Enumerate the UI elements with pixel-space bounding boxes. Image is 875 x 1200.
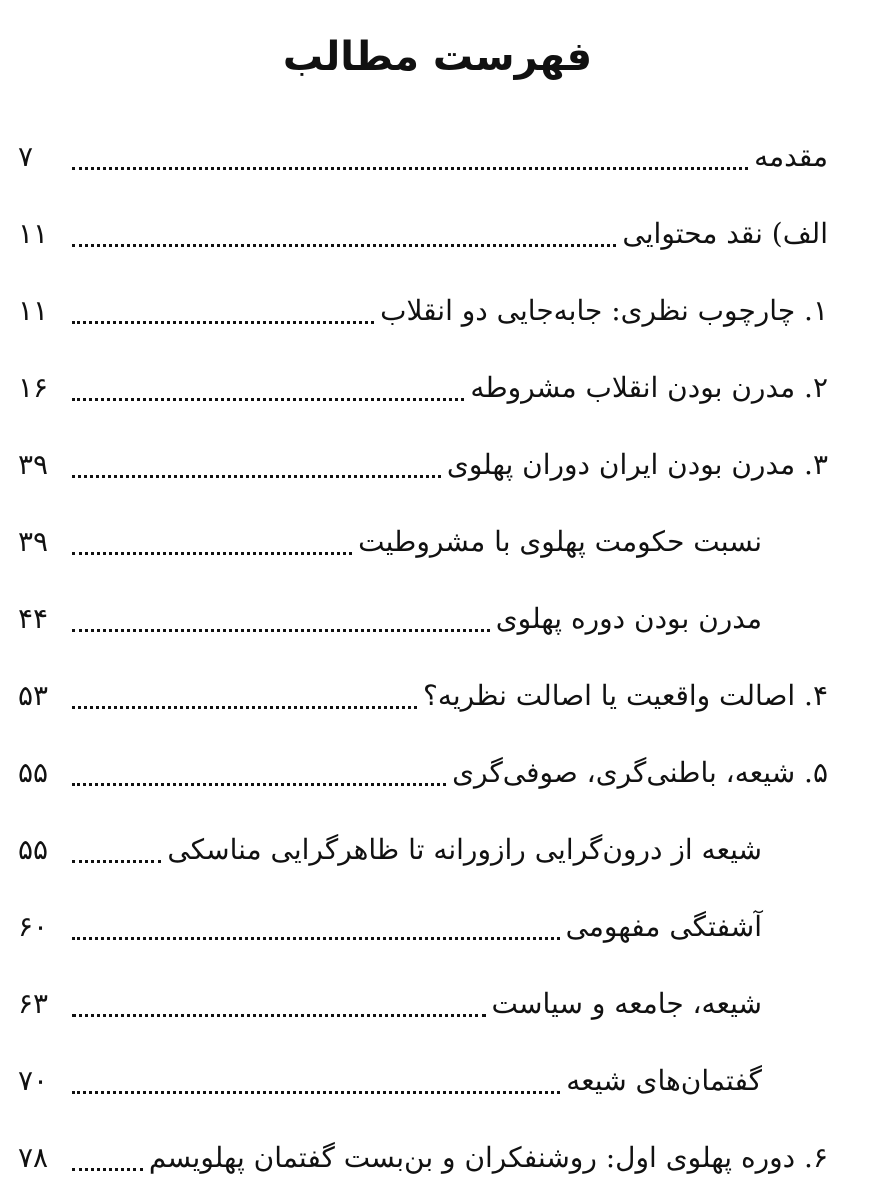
toc-entry-page: ۳۹ bbox=[18, 448, 49, 481]
toc-entry bbox=[18, 349, 828, 426]
toc-list bbox=[18, 118, 828, 1196]
toc-entry-page: ۷۰ bbox=[18, 1064, 49, 1097]
toc-entry-page: ۵۵ bbox=[18, 756, 49, 789]
dot-leader bbox=[72, 321, 374, 324]
toc-entry-title: آشفتگی مفهومی bbox=[565, 910, 762, 943]
dot-leader bbox=[72, 475, 441, 478]
dot-leader bbox=[72, 706, 417, 709]
toc-entry-title: ۲. مدرن بودن انقلاب مشروطه bbox=[470, 371, 828, 404]
toc-entry-title: مدرن بودن دوره پهلوی bbox=[495, 602, 762, 635]
toc-entry-title: نسبت حکومت پهلوی با مشروطیت bbox=[358, 525, 762, 558]
dot-leader bbox=[72, 629, 490, 632]
toc-entry-page: ۷ bbox=[18, 140, 34, 173]
toc-entry-page: ۶۰ bbox=[18, 910, 49, 943]
toc-entry-page: ۱۱ bbox=[18, 217, 49, 250]
toc-entry-title: ۵. شیعه، باطنی‌گری، صوفی‌گری bbox=[452, 756, 828, 789]
dot-leader bbox=[72, 552, 352, 555]
toc-entry-title: مقدمه bbox=[754, 140, 828, 173]
toc-subentry bbox=[18, 1042, 828, 1119]
toc-entry-title: گفتمان‌های شیعه bbox=[566, 1064, 762, 1097]
toc-subentry bbox=[18, 965, 828, 1042]
dot-leader bbox=[72, 167, 748, 170]
toc-entry bbox=[18, 1119, 828, 1196]
toc-subentry bbox=[18, 811, 828, 888]
toc-entry-title: ۶. دوره پهلوی اول: روشنفکران و بن‌بست گفتمان پهلویسم bbox=[148, 1141, 828, 1174]
toc-subentry bbox=[18, 503, 828, 580]
dot-leader bbox=[72, 244, 616, 247]
dot-leader bbox=[72, 937, 560, 940]
dot-leader bbox=[72, 1091, 560, 1094]
toc-entry-page: ۴۴ bbox=[18, 602, 49, 635]
dot-leader bbox=[72, 1168, 143, 1171]
toc-entry bbox=[18, 272, 828, 349]
toc-entry-page: ۱۶ bbox=[18, 371, 49, 404]
toc-entry bbox=[18, 426, 828, 503]
toc-entry bbox=[18, 734, 828, 811]
dot-leader bbox=[72, 783, 446, 786]
toc-entry-title: ۴. اصالت واقعیت یا اصالت نظریه؟ bbox=[422, 679, 828, 712]
toc-subentry bbox=[18, 888, 828, 965]
toc-entry-page: ۷۸ bbox=[18, 1141, 49, 1174]
toc-entry-title: شیعه، جامعه و سیاست bbox=[491, 987, 762, 1020]
toc-subentry bbox=[18, 580, 828, 657]
toc-entry-title: ۳. مدرن بودن ایران دوران پهلوی bbox=[446, 448, 828, 481]
toc-entry-page: ۶۳ bbox=[18, 987, 49, 1020]
dot-leader bbox=[72, 398, 464, 401]
toc-entry-page: ۵۳ bbox=[18, 679, 49, 712]
dot-leader bbox=[72, 1014, 486, 1017]
toc-entry-title: ۱. چارچوب نظری: جابه‌جایی دو انقلاب bbox=[380, 294, 828, 327]
toc-entry bbox=[18, 195, 828, 272]
toc-entry-page: ۵۵ bbox=[18, 833, 49, 866]
toc-entry bbox=[18, 118, 828, 195]
toc-entry-page: ۳۹ bbox=[18, 525, 49, 558]
dot-leader bbox=[72, 860, 161, 863]
toc-entry bbox=[18, 657, 828, 734]
toc-entry-page: ۱۱ bbox=[18, 294, 49, 327]
toc-entry-title: الف) نقد محتوایی bbox=[622, 217, 828, 250]
toc-entry-title: شیعه از درون‌گرایی رازورانه تا ظاهرگرایی مناسکی bbox=[167, 833, 762, 866]
page-title: فهرست مطالب bbox=[282, 34, 593, 80]
